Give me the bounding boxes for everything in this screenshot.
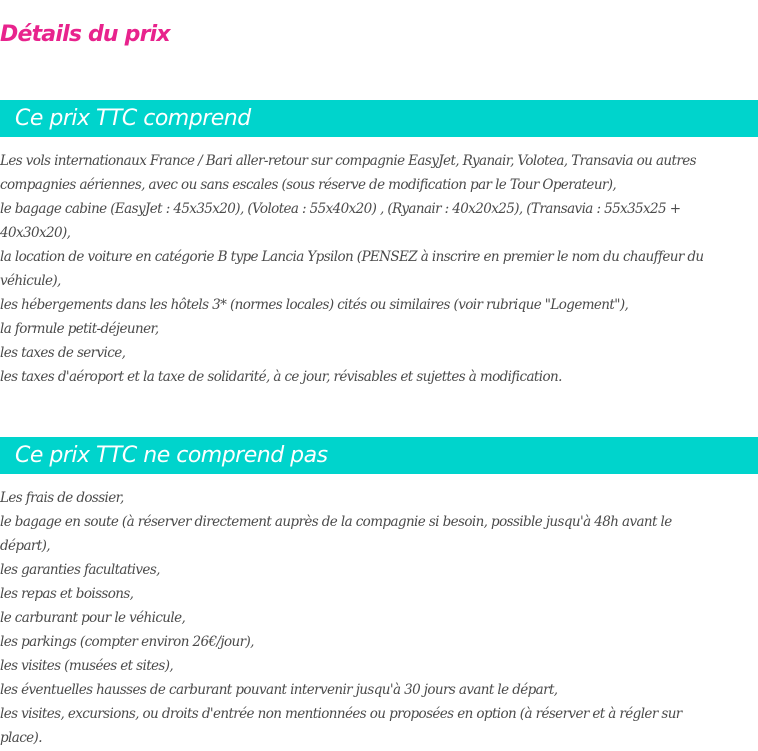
section-header-not-included: Ce prix TTC ne comprend pas	[0, 437, 758, 474]
list-item: les garanties facultatives,	[0, 562, 160, 578]
list-item: Les vols internationaux France / Bari aller-retour sur compagnie EasyJet, Ryanair, Volotea, Transavia ou autres compagnies aériennes, avec ou sans escales (sous réserve de modification par le Tour Operateur),	[0, 153, 696, 193]
list-item: le bagage cabine (EasyJet : 45x35x20), (Volotea : 55x40x20) , (Ryanair : 40x20x25), (Transavia : 55x35x25 + 40x30x20),	[0, 201, 681, 241]
section-included	[0, 100, 758, 389]
list-item: Les frais de dossier,	[0, 490, 124, 506]
list-item: le bagage en soute (à réserver directement auprès de la compagnie si besoin, possible jusqu'à 48h avant le départ),	[0, 514, 672, 554]
included-list	[0, 149, 758, 389]
section-not-included	[0, 437, 758, 750]
list-item: les taxes d'aéroport et la taxe de solidarité, à ce jour, révisables et sujettes à modification.	[0, 369, 562, 385]
list-item: le carburant pour le véhicule,	[0, 610, 186, 626]
list-item: les taxes de service,	[0, 345, 126, 361]
not-included-list	[0, 486, 758, 750]
list-item: les éventuelles hausses de carburant pouvant intervenir jusqu'à 30 jours avant le départ,	[0, 682, 558, 698]
section-header-included: Ce prix TTC comprend	[0, 100, 758, 137]
list-item: la formule petit-déjeuner,	[0, 321, 159, 337]
list-item: les repas et boissons,	[0, 586, 134, 602]
list-item: la location de voiture en catégorie B type Lancia Ypsilon (PENSEZ à inscrire en premier le nom du chauffeur du véhicule),	[0, 249, 704, 289]
page-title: Détails du prix	[0, 22, 170, 47]
list-item: les hébergements dans les hôtels 3* (normes locales) cités ou similaires (voir rubrique "Logement"),	[0, 297, 629, 313]
list-item: les parkings (compter environ 26€/jour),	[0, 634, 254, 650]
list-item: les visites, excursions, ou droits d'entrée non mentionnées ou proposées en option (à réserver et à régler sur place).	[0, 706, 682, 746]
list-item: les visites (musées et sites),	[0, 658, 174, 674]
